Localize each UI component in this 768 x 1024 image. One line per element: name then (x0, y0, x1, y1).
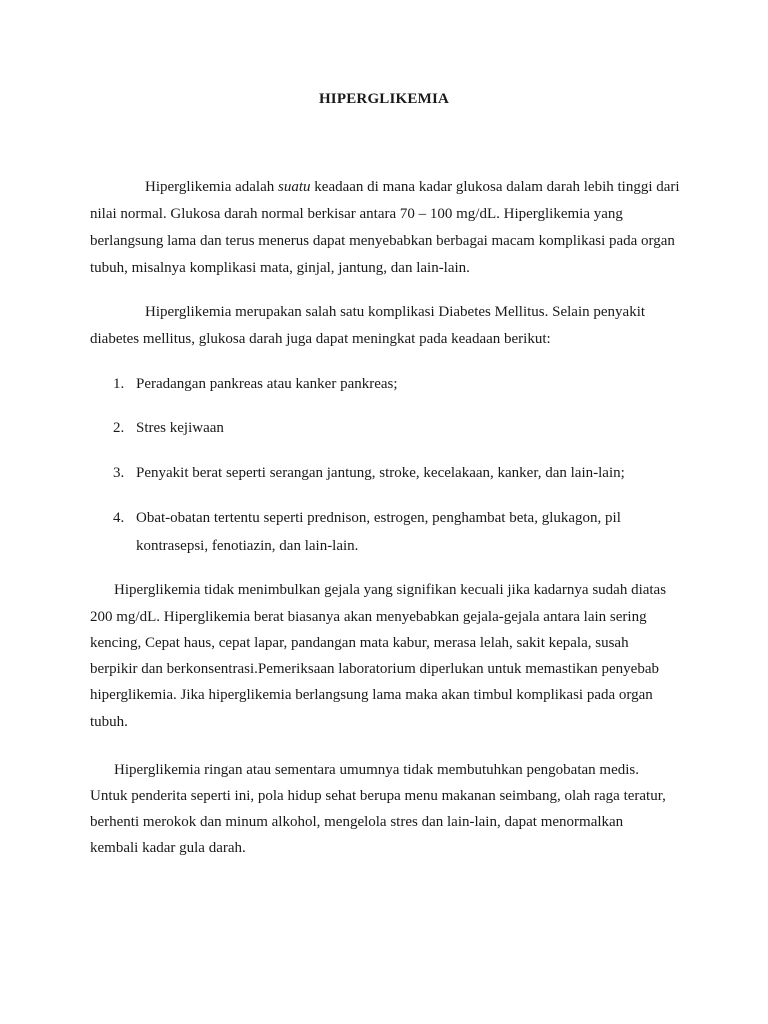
list-item-3-number: 3. (113, 465, 125, 481)
paragraph-3-line-3: kencing, Cepat haus, cepat lapar, pandangan mata kabur, merasa lelah, sakit kepala, susah (90, 635, 629, 651)
list-item-2-text: Stres kejiwaan (136, 420, 224, 436)
document-title: HIPERGLIKEMIA (318, 91, 450, 107)
paragraph-3-line-2: 200 mg/dL. Hiperglikemia berat biasanya akan menyebabkan gejala-gejala antara lain sering (90, 609, 647, 625)
paragraph-4-line-1: Hiperglikemia ringan atau sementara umumnya tidak membutuhkan pengobatan medis. (114, 762, 639, 778)
italic-word: suatu (278, 179, 311, 195)
list-item-2-number: 2. (113, 420, 125, 436)
list-item-3-text: Penyakit berat seperti serangan jantung, stroke, kecelakaan, kanker, dan lain-lain; (136, 465, 625, 481)
paragraph-1-line-1 (145, 178, 680, 196)
text-span: Hiperglikemia adalah (145, 179, 279, 195)
paragraph-3-line-4: berpikir dan berkonsentrasi.Pemeriksaan laboratorium diperlukan untuk memastikan penyebab (90, 661, 659, 677)
paragraph-1-line-4: tubuh, misalnya komplikasi mata, ginjal, jantung, dan lain-lain. (90, 260, 470, 276)
paragraph-2-line-1: Hiperglikemia merupakan salah satu komplikasi Diabetes Mellitus. Selain penyakit (145, 304, 646, 320)
paragraph-1-line-2: nilai normal. Glukosa darah normal berkisar antara 70 – 100 mg/dL. Hiperglikemia yang (90, 206, 623, 222)
paragraph-3-line-6: tubuh. (90, 714, 128, 730)
list-item-4-text-line-2: kontrasepsi, fenotiazin, dan lain-lain. (136, 538, 359, 554)
list-item-1-text: Peradangan pankreas atau kanker pankreas; (136, 376, 398, 392)
paragraph-3-line-5: hiperglikemia. Jika hiperglikemia berlangsung lama maka akan timbul komplikasi pada organ (90, 687, 653, 703)
list-item-4-number: 4. (113, 510, 125, 526)
paragraph-1-line-3: berlangsung lama dan terus menerus dapat menyebabkan berbagai macam komplikasi pada organ (90, 233, 675, 249)
paragraph-4-line-2: Untuk penderita seperti ini, pola hidup sehat berupa menu makanan seimbang, olah raga teratur, (90, 788, 666, 804)
list-item-4-text-line-1: Obat-obatan tertentu seperti prednison, estrogen, penghambat beta, glukagon, pil (136, 510, 621, 526)
paragraph-4-line-3: berhenti merokok dan minum alkohol, mengelola stres dan lain-lain, dapat menormalkan (90, 814, 624, 830)
paragraph-4-line-4: kembali kadar gula darah. (90, 840, 246, 856)
list-item-1-number: 1. (113, 376, 125, 392)
text-span: keadaan di mana kadar glukosa dalam darah lebih tinggi dari (310, 179, 680, 195)
paragraph-2-line-2: diabetes mellitus, glukosa darah juga dapat meningkat pada keadaan berikut: (90, 331, 551, 347)
paragraph-3-line-1: Hiperglikemia tidak menimbulkan gejala yang signifikan kecuali jika kadarnya sudah diatas (114, 582, 667, 598)
